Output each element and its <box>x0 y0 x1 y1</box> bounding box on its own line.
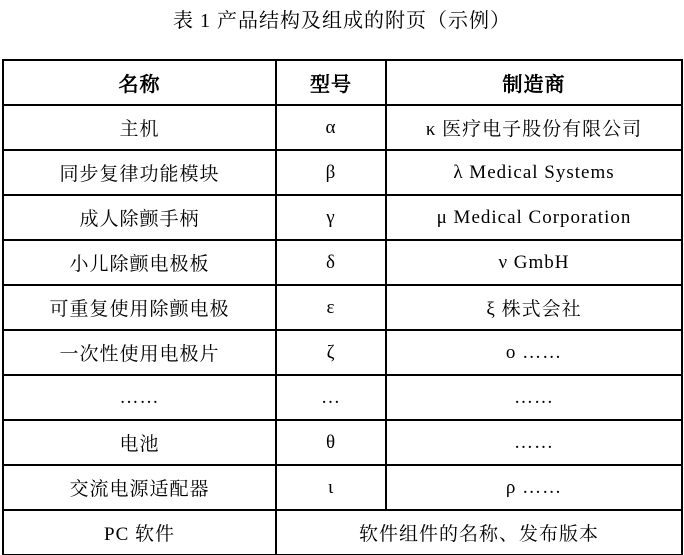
table-row <box>3 240 682 285</box>
cell-name: PC 软件 <box>3 510 276 555</box>
cell-manufacturer: μ Medical Corporation <box>386 195 682 240</box>
cell-name: 主机 <box>3 105 276 150</box>
product-composition-table <box>2 59 683 555</box>
cell-model: δ <box>276 240 386 285</box>
table-row <box>3 465 682 510</box>
table-row <box>3 105 682 150</box>
cell-name: 可重复使用除颤电极 <box>3 285 276 330</box>
cell-manufacturer: ο …… <box>386 330 682 375</box>
cell-model: α <box>276 105 386 150</box>
table-row <box>3 330 682 375</box>
cell-name: 小儿除颤电极板 <box>3 240 276 285</box>
cell-name: 电池 <box>3 420 276 465</box>
table-row <box>3 195 682 240</box>
header-row <box>3 60 682 105</box>
cell-model: … <box>276 375 386 420</box>
header-manufacturer: 制造商 <box>386 60 682 105</box>
cell-model: ε <box>276 285 386 330</box>
cell-model: γ <box>276 195 386 240</box>
table-row <box>3 420 682 465</box>
table-caption: 表 1 产品结构及组成的附页（示例） <box>173 10 511 32</box>
table-row <box>3 285 682 330</box>
cell-merged-software-info: 软件组件的名称、发布版本 <box>276 510 682 555</box>
table-row <box>3 150 682 195</box>
cell-model: ι <box>276 465 386 510</box>
cell-model: ζ <box>276 330 386 375</box>
cell-name: 一次性使用电极片 <box>3 330 276 375</box>
cell-manufacturer: κ 医疗电子股份有限公司 <box>386 105 682 150</box>
cell-manufacturer: ρ …… <box>386 465 682 510</box>
cell-name: …… <box>3 375 276 420</box>
table-row <box>3 375 682 420</box>
cell-manufacturer: …… <box>386 420 682 465</box>
cell-manufacturer: …… <box>386 375 682 420</box>
cell-name: 同步复律功能模块 <box>3 150 276 195</box>
header-name: 名称 <box>3 60 276 105</box>
cell-name: 交流电源适配器 <box>3 465 276 510</box>
cell-name: 成人除颤手柄 <box>3 195 276 240</box>
cell-manufacturer: ν GmbH <box>386 240 682 285</box>
cell-model: θ <box>276 420 386 465</box>
cell-model: β <box>276 150 386 195</box>
header-model: 型号 <box>276 60 386 105</box>
table-row-footer <box>3 510 682 555</box>
cell-manufacturer: ξ 株式会社 <box>386 285 682 330</box>
cell-manufacturer: λ Medical Systems <box>386 150 682 195</box>
